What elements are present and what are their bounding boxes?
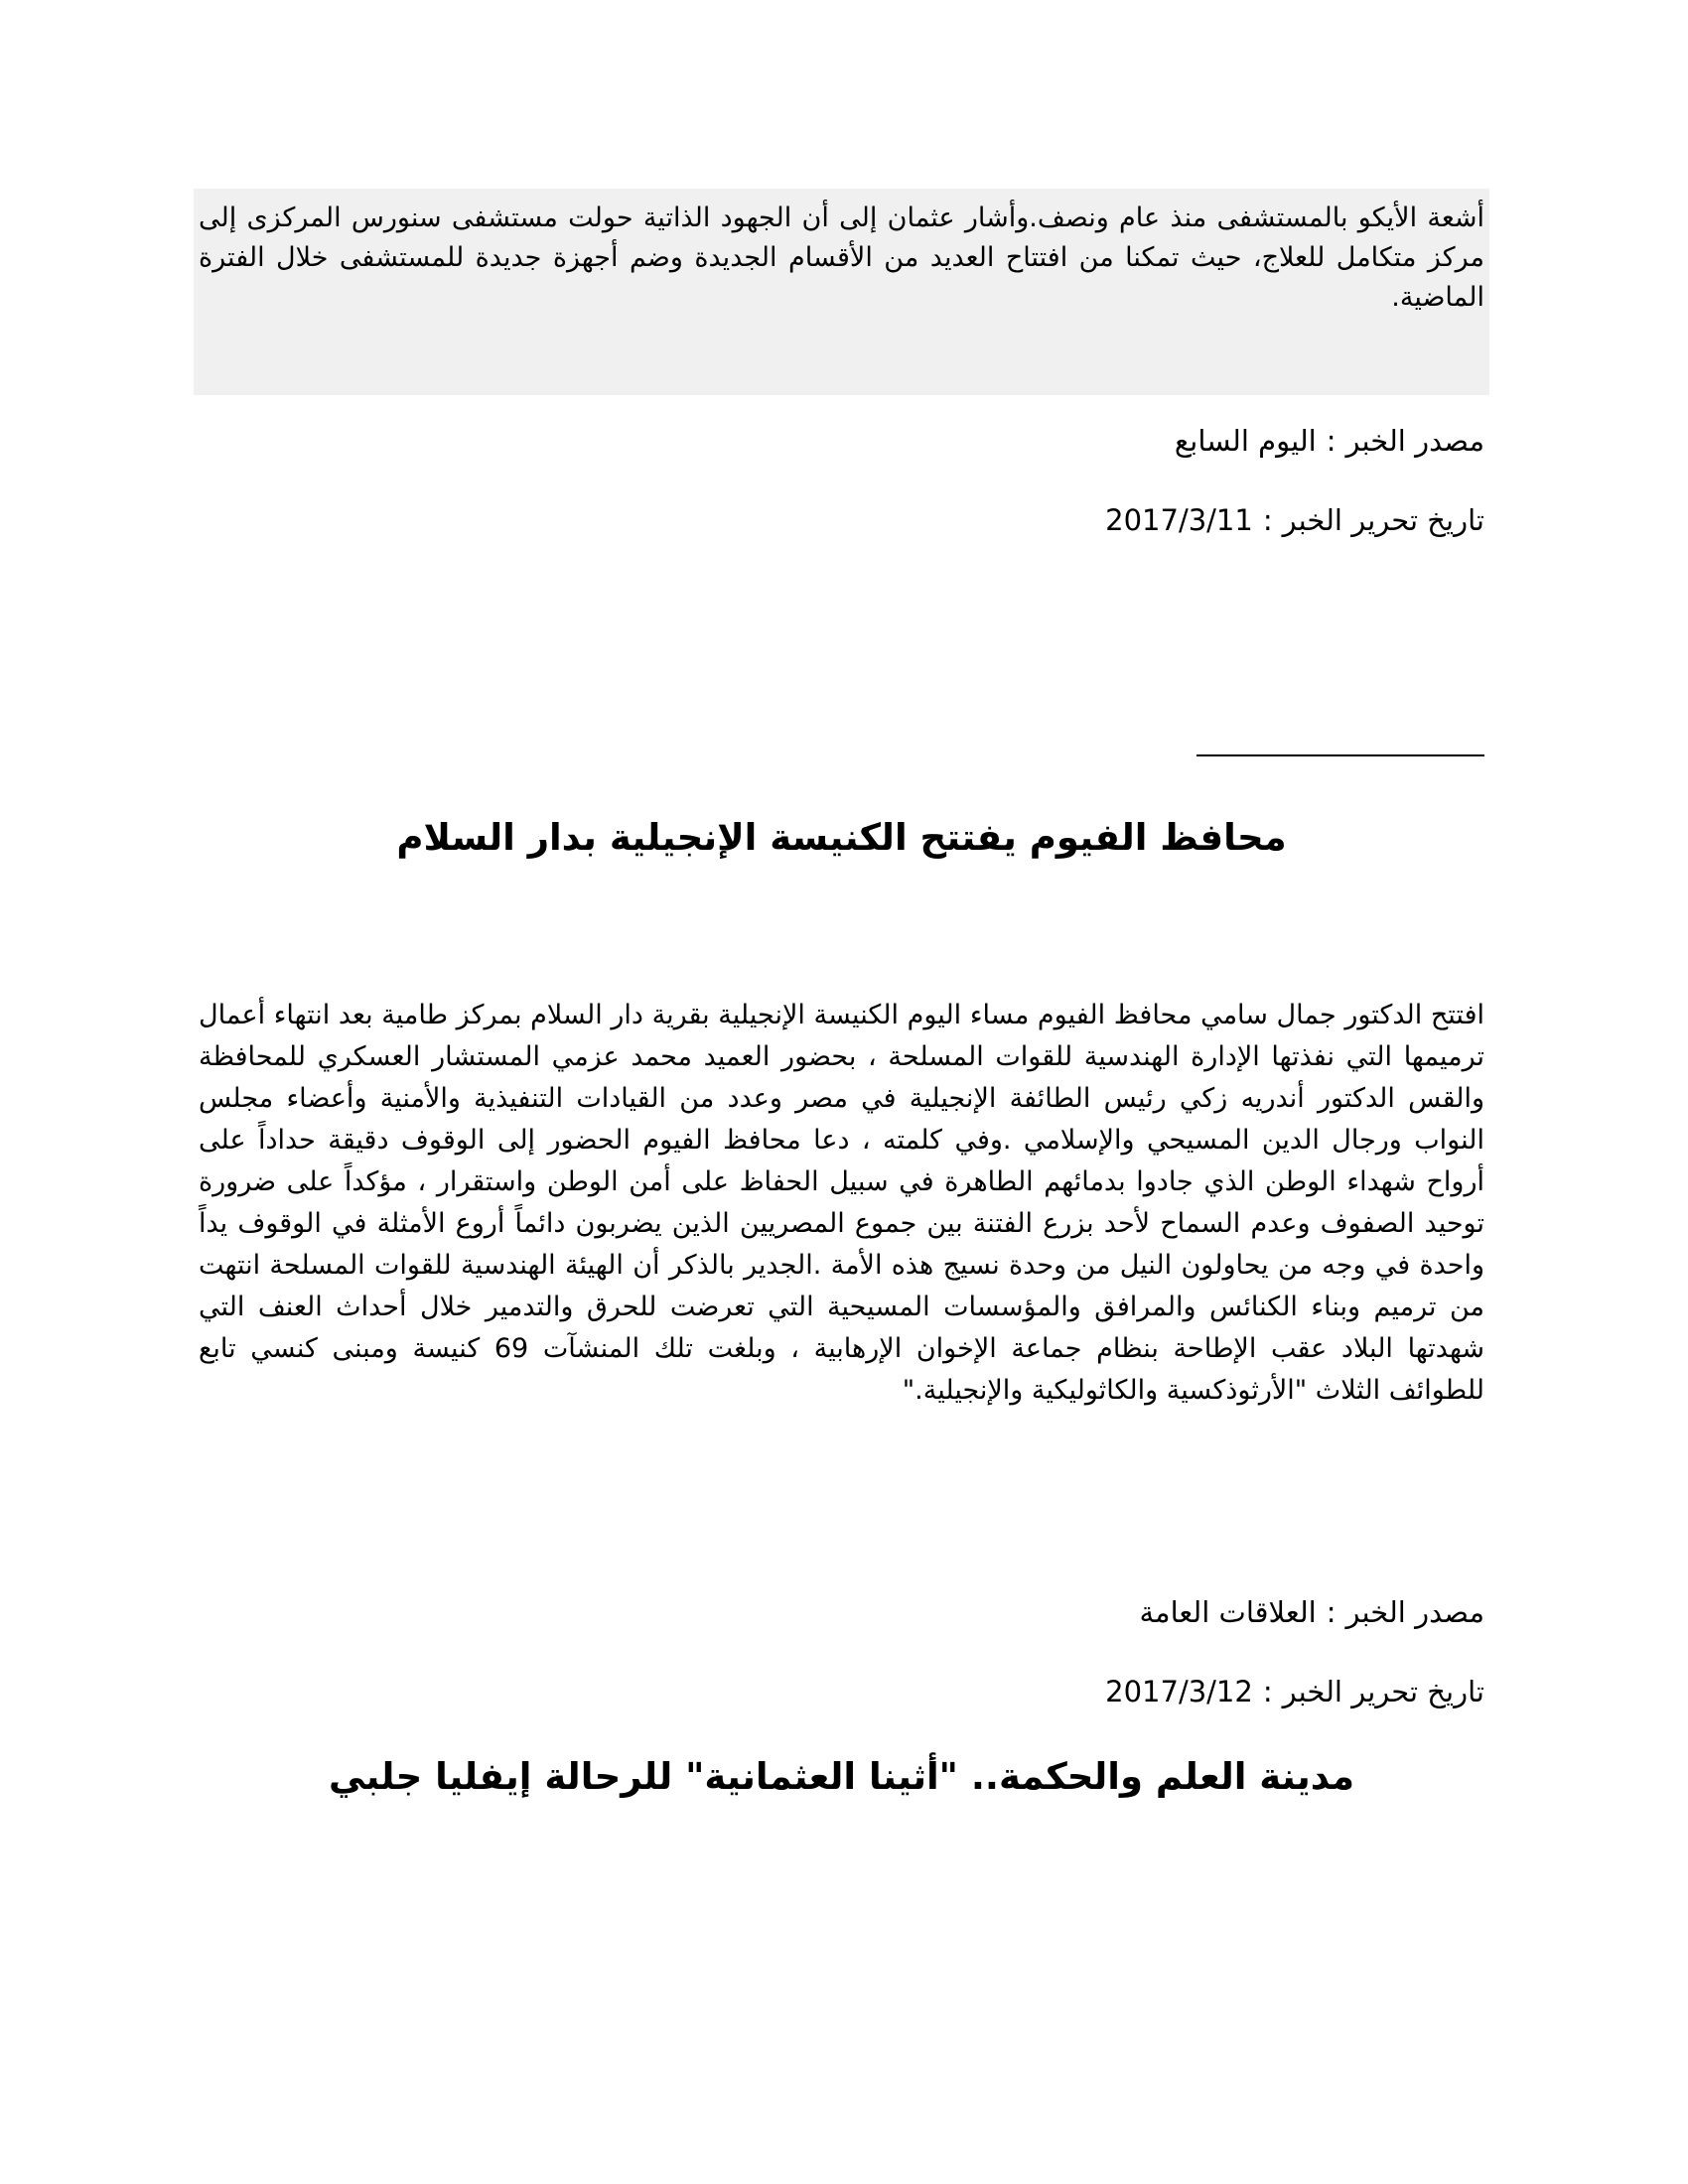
news-date-label: تاريخ تحرير الخبر	[1282, 1675, 1484, 1708]
news-date-line	[1105, 500, 1484, 540]
article-continuation-block	[194, 189, 1489, 395]
news-source-line	[1175, 421, 1484, 461]
separator: :	[1262, 1675, 1273, 1708]
article-body: افتتح الدكتور جمال سامي محافظ الفيوم مساء اليوم الكنيسة الإنجيلية بقرية دار السلام بمركز طامية بعد انتهاء أعمال ترميمها التي نفذتها الإدارة الهندسية للقوات المسلحة ، بحضور العميد محمد عزمي المستشار العسكري للمحافظة والقس الدكتور أندريه زكي رئيس الطائفة الإنجيلية في مصر وعدد من القيادات التنفيذية والأمنية وأعضاء مجلس النواب ورجال الدين المسيحي والإسلامي .وفي كلمته ، دعا محافظ الفيوم الحضور إلى الوقوف دقيقة حداداً على أرواح شهداء الوطن الذي جادوا بدمائهم الطاهرة في سبيل الحفاظ على أمن الوطن واستقرار ، مؤكداً على ضرورة توحيد الصفوف وعدم السماح لأحد بزرع الفتنة بين جموع المصريين الذين يضربون دائماً أروع الأمثلة في الوقوف يداً واحدة في وجه من يحاولون النيل من وحدة نسيج هذه الأمة .الجدير بالذكر أن الهيئة الهندسية للقوات المسلحة انتهت من ترميم وبناء الكنائس والمرافق والمؤسسات المسيحية التي تعرضت للحرق والتدمير خلال أحداث العنف التي شهدتها البلاد عقب الإطاحة بنظام جماعة الإخوان الإرهابية ، وبلغت تلك المنشآت 69 كنيسة ومبنى كنسي تابع للطوائف الثلاث "الأرثوذكسية والكاثوليكية والإنجيلية."	[199, 1000, 1485, 1406]
news-source-line	[1140, 1592, 1485, 1632]
news-source-label: مصدر الخبر	[1345, 424, 1484, 458]
news-date-value: 2017/3/12	[1105, 1675, 1253, 1708]
news-source-value: اليوم السابع	[1174, 424, 1317, 458]
separator: :	[1326, 1595, 1336, 1629]
separator: :	[1326, 424, 1336, 458]
document-page	[194, 0, 1489, 2184]
news-date-label: تاريخ تحرير الخبر	[1282, 503, 1484, 537]
news-source-label: مصدر الخبر	[1345, 1595, 1484, 1629]
article-title: محافظ الفيوم يفتتح الكنيسة الإنجيلية بدار السلام	[396, 816, 1287, 859]
article-title: مدينة العلم والحكمة.. "أثينا العثمانية" للرحالة إيفليا جلبي	[328, 1755, 1355, 1798]
separator: :	[1262, 503, 1273, 537]
article-continuation-text: أشعة الأيكو بالمستشفى منذ عام ونصف.وأشار عثمان إلى أن الجهود الذاتية حولت مستشفى سنورس المركزى إلى مركز متكامل للعلاج، حيث تمكنا من افتتاح العديد من الأقسام الجديدة وضم أجهزة جديدة للمستشفى خلال الفترة الماضية.	[199, 203, 1484, 313]
horizontal-rule	[1196, 754, 1484, 756]
news-source-value: العلاقات العامة	[1139, 1595, 1317, 1629]
news-date-line	[1105, 1672, 1484, 1711]
news-date-value: 2017/3/11	[1105, 503, 1253, 537]
